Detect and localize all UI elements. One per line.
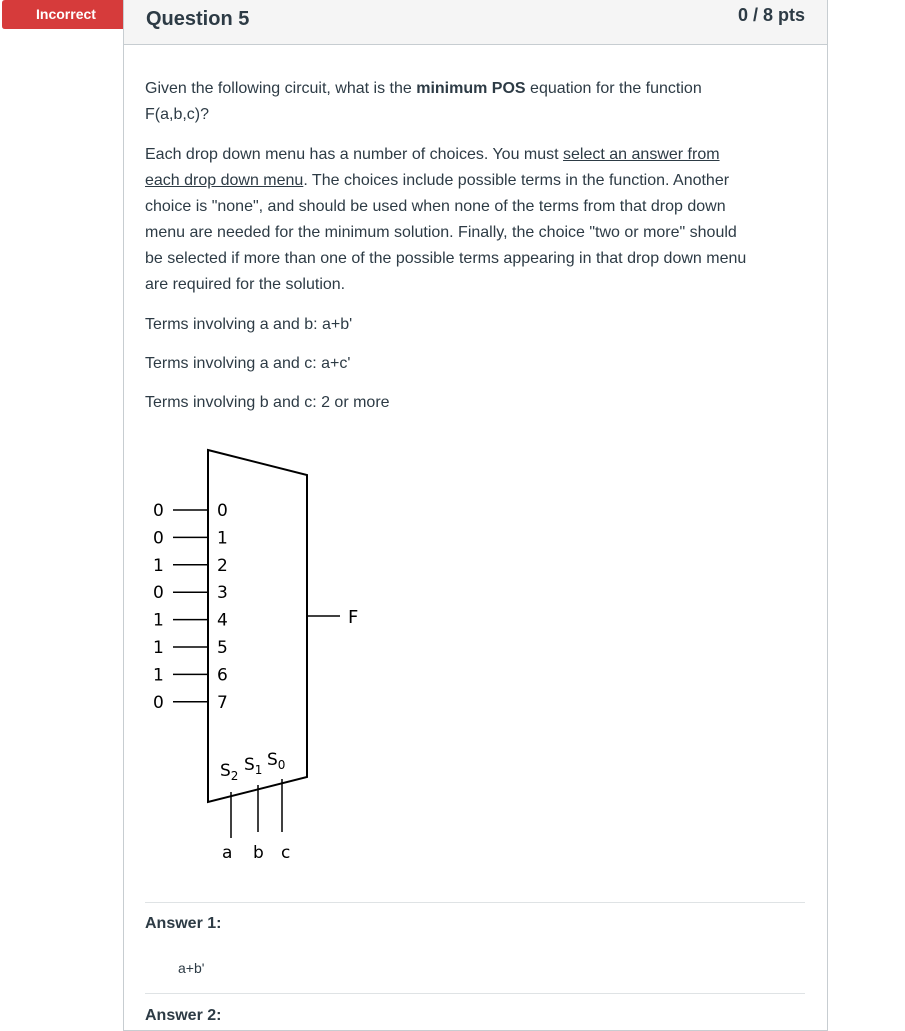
select-label-s0: $S_0$	[267, 750, 286, 772]
mux-input-index: 1	[217, 528, 228, 549]
mux-input-index: 0	[217, 501, 228, 521]
status-badge	[2, 0, 138, 29]
question-prompt: Given the following circuit, what is the minimum POS equation for the function F(a,b,c)?	[145, 80, 702, 123]
instruction-emphasis: select an answer from	[563, 146, 720, 163]
question-points: 0 / 8 pts	[737, 5, 805, 25]
answer-2-label: Answer 2:	[145, 1007, 222, 1024]
terms-ac: Terms involving a and c: a+c'	[145, 355, 351, 372]
mux-input-value: 0	[153, 528, 164, 549]
mux-input-index: 2	[217, 555, 228, 576]
status-badge-label: Incorrect	[36, 6, 96, 22]
mux-input-value: 1	[153, 638, 164, 658]
terms-ab: Terms involving a and b: a+b'	[145, 316, 353, 333]
mux-circuit	[140, 440, 380, 870]
question-title: Question 5	[146, 8, 250, 30]
instructions: Each drop down menu has a number of choices. You must select an answer from each drop down menu. The choices include possible terms in the function. Another choice is "none", and should be used when none of the terms from that drop down menu are needed for the minimum solution. Finally, the choice "two or more" should be selected if more than one of the possible terms appearing in that drop down menu are required for the solution.	[145, 146, 747, 293]
answer-1-label: Answer 1:	[145, 915, 222, 932]
select-input-a: a	[222, 843, 233, 863]
mux-input-value: 1	[153, 665, 164, 686]
answer-divider	[145, 993, 805, 994]
mux-input-index: 6	[217, 665, 228, 686]
mux-input-index: 5	[217, 638, 228, 658]
instruction-emphasis-cont: each drop down menu	[145, 172, 304, 189]
mux-input-value: 1	[153, 610, 164, 631]
mux-input-value: 0	[153, 583, 164, 604]
answer-1-value: a+b'	[178, 960, 205, 976]
select-input-c: c	[281, 843, 291, 863]
mux-input-value: 1	[153, 555, 164, 576]
question-header	[124, 0, 827, 45]
mux-input-index: 7	[217, 692, 228, 713]
mux-input-index: 4	[217, 610, 228, 631]
mux-input-value: 0	[153, 692, 164, 713]
select-input-b: b	[253, 843, 264, 863]
output-label: F	[348, 607, 359, 628]
mux-input-value: 0	[153, 501, 164, 521]
select-label-s1: $S_1$	[244, 755, 263, 777]
select-label-s2: $S_2$	[220, 761, 239, 783]
terms-bc: Terms involving b and c: 2 or more	[145, 394, 390, 411]
answers-divider	[145, 902, 805, 903]
mux-input-index: 3	[217, 583, 228, 604]
